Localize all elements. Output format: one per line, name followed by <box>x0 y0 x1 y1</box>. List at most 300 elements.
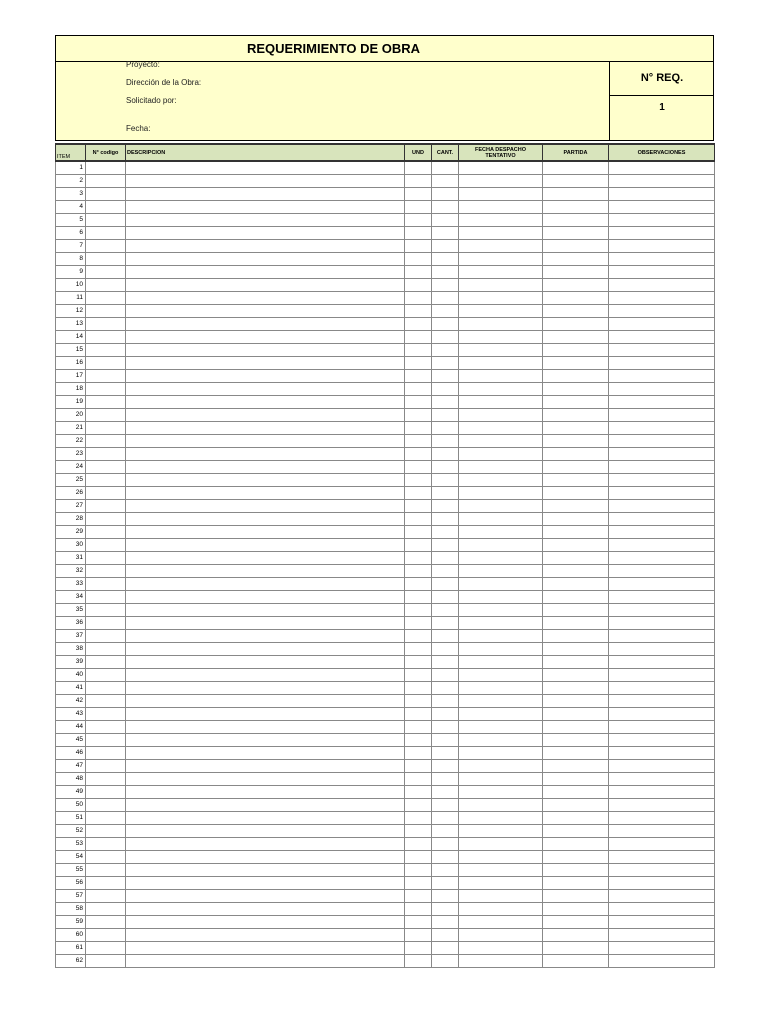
descripcion-cell[interactable] <box>126 864 405 877</box>
descripcion-cell[interactable] <box>126 188 405 201</box>
partida-cell[interactable] <box>543 526 609 539</box>
cant-cell[interactable] <box>432 370 459 383</box>
fecha-despacho-cell[interactable] <box>459 279 543 292</box>
observaciones-cell[interactable] <box>609 266 715 279</box>
und-cell[interactable] <box>405 461 432 474</box>
fecha-despacho-cell[interactable] <box>459 253 543 266</box>
fecha-despacho-cell[interactable] <box>459 825 543 838</box>
codigo-cell[interactable] <box>86 201 126 214</box>
codigo-cell[interactable] <box>86 682 126 695</box>
partida-cell[interactable] <box>543 188 609 201</box>
cant-cell[interactable] <box>432 747 459 760</box>
und-cell[interactable] <box>405 370 432 383</box>
cant-cell[interactable] <box>432 448 459 461</box>
partida-cell[interactable] <box>543 890 609 903</box>
observaciones-cell[interactable] <box>609 539 715 552</box>
partida-cell[interactable] <box>543 357 609 370</box>
partida-cell[interactable] <box>543 630 609 643</box>
observaciones-cell[interactable] <box>609 331 715 344</box>
descripcion-cell[interactable] <box>126 240 405 253</box>
observaciones-cell[interactable] <box>609 474 715 487</box>
codigo-cell[interactable] <box>86 630 126 643</box>
und-cell[interactable] <box>405 916 432 929</box>
descripcion-cell[interactable] <box>126 604 405 617</box>
cant-cell[interactable] <box>432 487 459 500</box>
codigo-cell[interactable] <box>86 539 126 552</box>
und-cell[interactable] <box>405 760 432 773</box>
cant-cell[interactable] <box>432 838 459 851</box>
cant-cell[interactable] <box>432 201 459 214</box>
fecha-despacho-cell[interactable] <box>459 435 543 448</box>
descripcion-cell[interactable] <box>126 890 405 903</box>
observaciones-cell[interactable] <box>609 682 715 695</box>
cant-cell[interactable] <box>432 578 459 591</box>
und-cell[interactable] <box>405 604 432 617</box>
observaciones-cell[interactable] <box>609 344 715 357</box>
descripcion-cell[interactable] <box>126 539 405 552</box>
descripcion-cell[interactable] <box>126 617 405 630</box>
cant-cell[interactable] <box>432 773 459 786</box>
descripcion-cell[interactable] <box>126 513 405 526</box>
descripcion-cell[interactable] <box>126 760 405 773</box>
und-cell[interactable] <box>405 929 432 942</box>
codigo-cell[interactable] <box>86 955 126 968</box>
observaciones-cell[interactable] <box>609 929 715 942</box>
partida-cell[interactable] <box>543 227 609 240</box>
cant-cell[interactable] <box>432 942 459 955</box>
observaciones-cell[interactable] <box>609 357 715 370</box>
descripcion-cell[interactable] <box>126 409 405 422</box>
fecha-despacho-cell[interactable] <box>459 630 543 643</box>
codigo-cell[interactable] <box>86 747 126 760</box>
observaciones-cell[interactable] <box>609 409 715 422</box>
partida-cell[interactable] <box>543 708 609 721</box>
descripcion-cell[interactable] <box>126 383 405 396</box>
cant-cell[interactable] <box>432 214 459 227</box>
descripcion-cell[interactable] <box>126 565 405 578</box>
codigo-cell[interactable] <box>86 916 126 929</box>
codigo-cell[interactable] <box>86 734 126 747</box>
fecha-despacho-cell[interactable] <box>459 461 543 474</box>
partida-cell[interactable] <box>543 214 609 227</box>
fecha-despacho-cell[interactable] <box>459 188 543 201</box>
observaciones-cell[interactable] <box>609 708 715 721</box>
partida-cell[interactable] <box>543 253 609 266</box>
und-cell[interactable] <box>405 396 432 409</box>
partida-cell[interactable] <box>543 292 609 305</box>
descripcion-cell[interactable] <box>126 708 405 721</box>
und-cell[interactable] <box>405 812 432 825</box>
fecha-despacho-cell[interactable] <box>459 942 543 955</box>
codigo-cell[interactable] <box>86 461 126 474</box>
codigo-cell[interactable] <box>86 409 126 422</box>
codigo-cell[interactable] <box>86 279 126 292</box>
descripcion-cell[interactable] <box>126 643 405 656</box>
partida-cell[interactable] <box>543 370 609 383</box>
fecha-despacho-cell[interactable] <box>459 890 543 903</box>
cant-cell[interactable] <box>432 240 459 253</box>
observaciones-cell[interactable] <box>609 604 715 617</box>
cant-cell[interactable] <box>432 890 459 903</box>
descripcion-cell[interactable] <box>126 552 405 565</box>
und-cell[interactable] <box>405 864 432 877</box>
und-cell[interactable] <box>405 786 432 799</box>
und-cell[interactable] <box>405 877 432 890</box>
partida-cell[interactable] <box>543 942 609 955</box>
observaciones-cell[interactable] <box>609 825 715 838</box>
codigo-cell[interactable] <box>86 292 126 305</box>
und-cell[interactable] <box>405 526 432 539</box>
fecha-despacho-cell[interactable] <box>459 604 543 617</box>
codigo-cell[interactable] <box>86 825 126 838</box>
partida-cell[interactable] <box>543 929 609 942</box>
partida-cell[interactable] <box>543 838 609 851</box>
partida-cell[interactable] <box>543 799 609 812</box>
codigo-cell[interactable] <box>86 305 126 318</box>
codigo-cell[interactable] <box>86 513 126 526</box>
codigo-cell[interactable] <box>86 799 126 812</box>
descripcion-cell[interactable] <box>126 396 405 409</box>
fecha-despacho-cell[interactable] <box>459 929 543 942</box>
partida-cell[interactable] <box>543 448 609 461</box>
codigo-cell[interactable] <box>86 422 126 435</box>
descripcion-cell[interactable] <box>126 851 405 864</box>
descripcion-cell[interactable] <box>126 929 405 942</box>
descripcion-cell[interactable] <box>126 201 405 214</box>
partida-cell[interactable] <box>543 409 609 422</box>
descripcion-cell[interactable] <box>126 279 405 292</box>
und-cell[interactable] <box>405 435 432 448</box>
codigo-cell[interactable] <box>86 578 126 591</box>
observaciones-cell[interactable] <box>609 318 715 331</box>
fecha-despacho-cell[interactable] <box>459 526 543 539</box>
observaciones-cell[interactable] <box>609 721 715 734</box>
observaciones-cell[interactable] <box>609 500 715 513</box>
fecha-despacho-cell[interactable] <box>459 643 543 656</box>
observaciones-cell[interactable] <box>609 877 715 890</box>
partida-cell[interactable] <box>543 513 609 526</box>
descripcion-cell[interactable] <box>126 253 405 266</box>
partida-cell[interactable] <box>543 474 609 487</box>
cant-cell[interactable] <box>432 565 459 578</box>
descripcion-cell[interactable] <box>126 448 405 461</box>
codigo-cell[interactable] <box>86 552 126 565</box>
partida-cell[interactable] <box>543 734 609 747</box>
descripcion-cell[interactable] <box>126 227 405 240</box>
codigo-cell[interactable] <box>86 929 126 942</box>
cant-cell[interactable] <box>432 643 459 656</box>
fecha-despacho-cell[interactable] <box>459 708 543 721</box>
observaciones-cell[interactable] <box>609 747 715 760</box>
codigo-cell[interactable] <box>86 448 126 461</box>
fecha-despacho-cell[interactable] <box>459 161 543 175</box>
codigo-cell[interactable] <box>86 656 126 669</box>
und-cell[interactable] <box>405 448 432 461</box>
fecha-despacho-cell[interactable] <box>459 344 543 357</box>
partida-cell[interactable] <box>543 695 609 708</box>
und-cell[interactable] <box>405 539 432 552</box>
observaciones-cell[interactable] <box>609 396 715 409</box>
cant-cell[interactable] <box>432 825 459 838</box>
fecha-despacho-cell[interactable] <box>459 305 543 318</box>
und-cell[interactable] <box>405 695 432 708</box>
descripcion-cell[interactable] <box>126 266 405 279</box>
partida-cell[interactable] <box>543 552 609 565</box>
und-cell[interactable] <box>405 266 432 279</box>
cant-cell[interactable] <box>432 864 459 877</box>
observaciones-cell[interactable] <box>609 578 715 591</box>
cant-cell[interactable] <box>432 331 459 344</box>
partida-cell[interactable] <box>543 201 609 214</box>
observaciones-cell[interactable] <box>609 591 715 604</box>
und-cell[interactable] <box>405 890 432 903</box>
fecha-despacho-cell[interactable] <box>459 773 543 786</box>
cant-cell[interactable] <box>432 383 459 396</box>
fecha-despacho-cell[interactable] <box>459 786 543 799</box>
fecha-despacho-cell[interactable] <box>459 240 543 253</box>
partida-cell[interactable] <box>543 565 609 578</box>
descripcion-cell[interactable] <box>126 305 405 318</box>
descripcion-cell[interactable] <box>126 175 405 188</box>
fecha-despacho-cell[interactable] <box>459 747 543 760</box>
codigo-cell[interactable] <box>86 851 126 864</box>
observaciones-cell[interactable] <box>609 565 715 578</box>
fecha-despacho-cell[interactable] <box>459 552 543 565</box>
codigo-cell[interactable] <box>86 786 126 799</box>
codigo-cell[interactable] <box>86 357 126 370</box>
und-cell[interactable] <box>405 318 432 331</box>
und-cell[interactable] <box>405 422 432 435</box>
descripcion-cell[interactable] <box>126 773 405 786</box>
partida-cell[interactable] <box>543 539 609 552</box>
cant-cell[interactable] <box>432 161 459 175</box>
partida-cell[interactable] <box>543 175 609 188</box>
partida-cell[interactable] <box>543 656 609 669</box>
observaciones-cell[interactable] <box>609 630 715 643</box>
codigo-cell[interactable] <box>86 591 126 604</box>
observaciones-cell[interactable] <box>609 890 715 903</box>
codigo-cell[interactable] <box>86 383 126 396</box>
descripcion-cell[interactable] <box>126 695 405 708</box>
descripcion-cell[interactable] <box>126 591 405 604</box>
fecha-despacho-cell[interactable] <box>459 331 543 344</box>
fecha-despacho-cell[interactable] <box>459 682 543 695</box>
fecha-despacho-cell[interactable] <box>459 903 543 916</box>
fecha-despacho-cell[interactable] <box>459 877 543 890</box>
codigo-cell[interactable] <box>86 890 126 903</box>
cant-cell[interactable] <box>432 591 459 604</box>
codigo-cell[interactable] <box>86 253 126 266</box>
observaciones-cell[interactable] <box>609 435 715 448</box>
und-cell[interactable] <box>405 734 432 747</box>
und-cell[interactable] <box>405 201 432 214</box>
partida-cell[interactable] <box>543 955 609 968</box>
cant-cell[interactable] <box>432 669 459 682</box>
und-cell[interactable] <box>405 331 432 344</box>
partida-cell[interactable] <box>543 812 609 825</box>
codigo-cell[interactable] <box>86 318 126 331</box>
codigo-cell[interactable] <box>86 227 126 240</box>
partida-cell[interactable] <box>543 721 609 734</box>
descripcion-cell[interactable] <box>126 942 405 955</box>
descripcion-cell[interactable] <box>126 825 405 838</box>
und-cell[interactable] <box>405 799 432 812</box>
observaciones-cell[interactable] <box>609 669 715 682</box>
cant-cell[interactable] <box>432 539 459 552</box>
fecha-despacho-cell[interactable] <box>459 838 543 851</box>
und-cell[interactable] <box>405 357 432 370</box>
und-cell[interactable] <box>405 708 432 721</box>
und-cell[interactable] <box>405 851 432 864</box>
und-cell[interactable] <box>405 253 432 266</box>
und-cell[interactable] <box>405 669 432 682</box>
observaciones-cell[interactable] <box>609 864 715 877</box>
partida-cell[interactable] <box>543 591 609 604</box>
descripcion-cell[interactable] <box>126 812 405 825</box>
codigo-cell[interactable] <box>86 838 126 851</box>
descripcion-cell[interactable] <box>126 578 405 591</box>
partida-cell[interactable] <box>543 487 609 500</box>
descripcion-cell[interactable] <box>126 487 405 500</box>
codigo-cell[interactable] <box>86 474 126 487</box>
fecha-despacho-cell[interactable] <box>459 292 543 305</box>
descripcion-cell[interactable] <box>126 292 405 305</box>
descripcion-cell[interactable] <box>126 474 405 487</box>
partida-cell[interactable] <box>543 318 609 331</box>
und-cell[interactable] <box>405 903 432 916</box>
codigo-cell[interactable] <box>86 721 126 734</box>
descripcion-cell[interactable] <box>126 435 405 448</box>
fecha-despacho-cell[interactable] <box>459 669 543 682</box>
fecha-despacho-cell[interactable] <box>459 175 543 188</box>
und-cell[interactable] <box>405 838 432 851</box>
cant-cell[interactable] <box>432 318 459 331</box>
descripcion-cell[interactable] <box>126 630 405 643</box>
und-cell[interactable] <box>405 175 432 188</box>
fecha-despacho-cell[interactable] <box>459 799 543 812</box>
fecha-despacho-cell[interactable] <box>459 422 543 435</box>
descripcion-cell[interactable] <box>126 461 405 474</box>
und-cell[interactable] <box>405 747 432 760</box>
und-cell[interactable] <box>405 279 432 292</box>
codigo-cell[interactable] <box>86 773 126 786</box>
observaciones-cell[interactable] <box>609 513 715 526</box>
descripcion-cell[interactable] <box>126 669 405 682</box>
und-cell[interactable] <box>405 825 432 838</box>
codigo-cell[interactable] <box>86 500 126 513</box>
descripcion-cell[interactable] <box>126 500 405 513</box>
codigo-cell[interactable] <box>86 526 126 539</box>
fecha-despacho-cell[interactable] <box>459 721 543 734</box>
observaciones-cell[interactable] <box>609 916 715 929</box>
codigo-cell[interactable] <box>86 708 126 721</box>
partida-cell[interactable] <box>543 305 609 318</box>
und-cell[interactable] <box>405 383 432 396</box>
partida-cell[interactable] <box>543 903 609 916</box>
observaciones-cell[interactable] <box>609 760 715 773</box>
observaciones-cell[interactable] <box>609 227 715 240</box>
cant-cell[interactable] <box>432 786 459 799</box>
partida-cell[interactable] <box>543 435 609 448</box>
fecha-despacho-cell[interactable] <box>459 539 543 552</box>
und-cell[interactable] <box>405 513 432 526</box>
cant-cell[interactable] <box>432 916 459 929</box>
fecha-despacho-cell[interactable] <box>459 578 543 591</box>
cant-cell[interactable] <box>432 903 459 916</box>
cant-cell[interactable] <box>432 955 459 968</box>
observaciones-cell[interactable] <box>609 201 715 214</box>
partida-cell[interactable] <box>543 422 609 435</box>
cant-cell[interactable] <box>432 357 459 370</box>
und-cell[interactable] <box>405 305 432 318</box>
codigo-cell[interactable] <box>86 175 126 188</box>
codigo-cell[interactable] <box>86 487 126 500</box>
codigo-cell[interactable] <box>86 435 126 448</box>
observaciones-cell[interactable] <box>609 279 715 292</box>
observaciones-cell[interactable] <box>609 903 715 916</box>
partida-cell[interactable] <box>543 279 609 292</box>
und-cell[interactable] <box>405 292 432 305</box>
descripcion-cell[interactable] <box>126 357 405 370</box>
descripcion-cell[interactable] <box>126 682 405 695</box>
fecha-despacho-cell[interactable] <box>459 760 543 773</box>
partida-cell[interactable] <box>543 773 609 786</box>
codigo-cell[interactable] <box>86 370 126 383</box>
observaciones-cell[interactable] <box>609 292 715 305</box>
und-cell[interactable] <box>405 409 432 422</box>
und-cell[interactable] <box>405 656 432 669</box>
descripcion-cell[interactable] <box>126 214 405 227</box>
codigo-cell[interactable] <box>86 695 126 708</box>
fecha-despacho-cell[interactable] <box>459 565 543 578</box>
cant-cell[interactable] <box>432 604 459 617</box>
und-cell[interactable] <box>405 487 432 500</box>
observaciones-cell[interactable] <box>609 851 715 864</box>
und-cell[interactable] <box>405 188 432 201</box>
fecha-despacho-cell[interactable] <box>459 617 543 630</box>
codigo-cell[interactable] <box>86 643 126 656</box>
cant-cell[interactable] <box>432 630 459 643</box>
cant-cell[interactable] <box>432 435 459 448</box>
codigo-cell[interactable] <box>86 864 126 877</box>
observaciones-cell[interactable] <box>609 383 715 396</box>
observaciones-cell[interactable] <box>609 370 715 383</box>
cant-cell[interactable] <box>432 279 459 292</box>
fecha-despacho-cell[interactable] <box>459 474 543 487</box>
codigo-cell[interactable] <box>86 942 126 955</box>
und-cell[interactable] <box>405 344 432 357</box>
cant-cell[interactable] <box>432 682 459 695</box>
descripcion-cell[interactable] <box>126 344 405 357</box>
cant-cell[interactable] <box>432 396 459 409</box>
codigo-cell[interactable] <box>86 565 126 578</box>
fecha-despacho-cell[interactable] <box>459 370 543 383</box>
codigo-cell[interactable] <box>86 396 126 409</box>
descripcion-cell[interactable] <box>126 799 405 812</box>
partida-cell[interactable] <box>543 786 609 799</box>
cant-cell[interactable] <box>432 760 459 773</box>
descripcion-cell[interactable] <box>126 526 405 539</box>
descripcion-cell[interactable] <box>126 656 405 669</box>
codigo-cell[interactable] <box>86 188 126 201</box>
codigo-cell[interactable] <box>86 877 126 890</box>
observaciones-cell[interactable] <box>609 955 715 968</box>
fecha-despacho-cell[interactable] <box>459 591 543 604</box>
codigo-cell[interactable] <box>86 604 126 617</box>
cant-cell[interactable] <box>432 617 459 630</box>
cant-cell[interactable] <box>432 175 459 188</box>
descripcion-cell[interactable] <box>126 838 405 851</box>
